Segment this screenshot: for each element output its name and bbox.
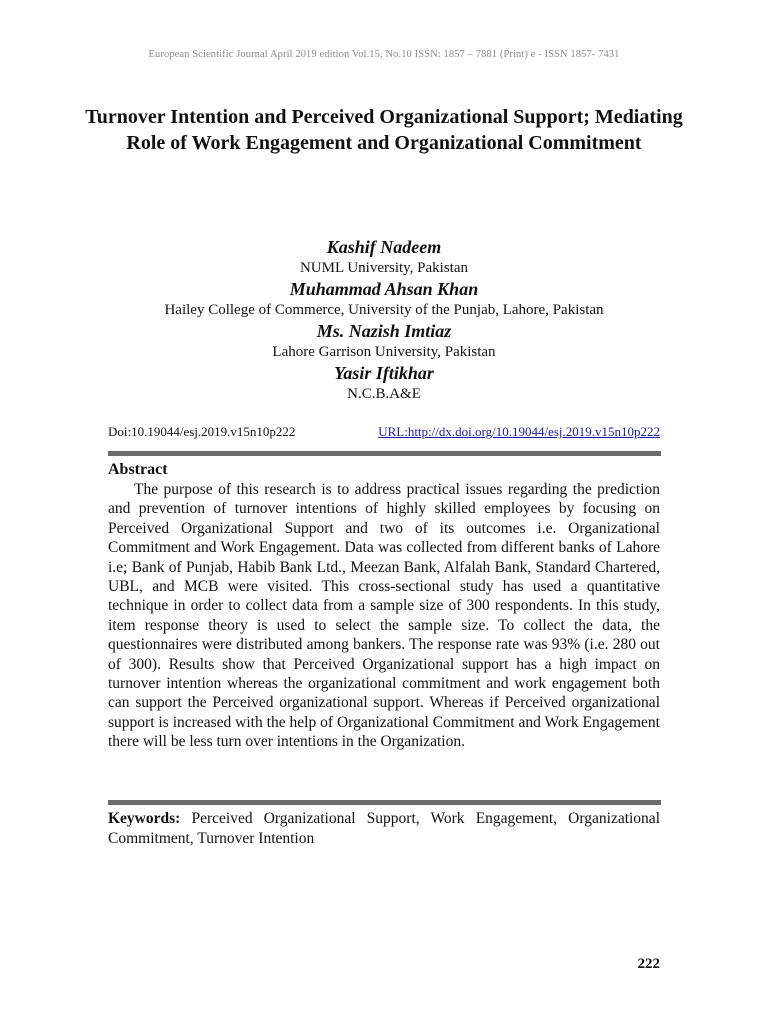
doi-url-link[interactable]: URL:http://dx.doi.org/10.19044/esj.2019.v15n10p222 <box>378 424 660 439</box>
author-name: Kashif Nadeem <box>326 237 442 257</box>
author-affiliation: NUML University, Pakistan <box>299 260 469 276</box>
doi-text: Doi:10.19044/esj.2019.v15n10p222 <box>108 424 296 439</box>
journal-header: European Scientific Journal April 2019 edition Vol.15, No.10 ISSN: 1857 – 7881 (Print) e - ISSN 1857- 7431 <box>148 49 620 60</box>
abstract-text: The purpose of this research is to address practical issues regarding the prediction and prevention of turnover intentions of highly skilled employees by focusing on Perceived Organizational Support and two of its outcomes i.e. Organizational Commitment and Work Engagement. Data was collected from different banks of Lahore i.e; Bank of Punjab, Habib Bank Ltd., Meezan Bank, Alfalah Bank, Standard Chartered, UBL, and MCB were visited. This cross-sectional study has used a quantitative technique in order to collect data from a sample size of 300 respondents. In this study, item response theory is used to select the sample size. To collect the data, the questionnaires were distributed among bankers. The response rate was 93% (i.e. 280 out of 300). Results show that Perceived Organizational support has a high impact on turnover intention whereas the organizational commitment and work engagement both can support the Perceived organizational support. Whereas if Perceived organizational support is increased with the help of Organizational Commitment and Work Engagement there will be less turn over intentions in the Organization. <box>108 481 660 751</box>
author-affiliation: Lahore Garrison University, Pakistan <box>272 344 496 360</box>
keywords-text: Perceived Organizational Support, Work Engagement, Organizational Commitment, Turnover Intention <box>108 810 660 847</box>
section-divider <box>108 451 661 456</box>
paper-title: Turnover Intention and Perceived Organizational Support; Mediating Role of Work Engagement and Organizational Commitment <box>85 106 683 154</box>
author-name: Ms. Nazish Imtiaz <box>316 321 452 341</box>
author-affiliation: Hailey College of Commerce, University of the Punjab, Lahore, Pakistan <box>164 302 604 318</box>
page-number: 222 <box>637 956 660 972</box>
section-divider <box>108 800 661 805</box>
author-name: Yasir Iftikhar <box>334 363 434 383</box>
author-name: Muhammad Ahsan Khan <box>289 279 479 299</box>
author-affiliation: N.C.B.A&E <box>347 386 421 402</box>
author-block <box>0 236 768 404</box>
doi-line <box>108 424 660 440</box>
keywords-paragraph <box>108 809 660 849</box>
abstract-heading: Abstract <box>108 461 168 478</box>
keywords-label: Keywords: <box>108 810 181 827</box>
